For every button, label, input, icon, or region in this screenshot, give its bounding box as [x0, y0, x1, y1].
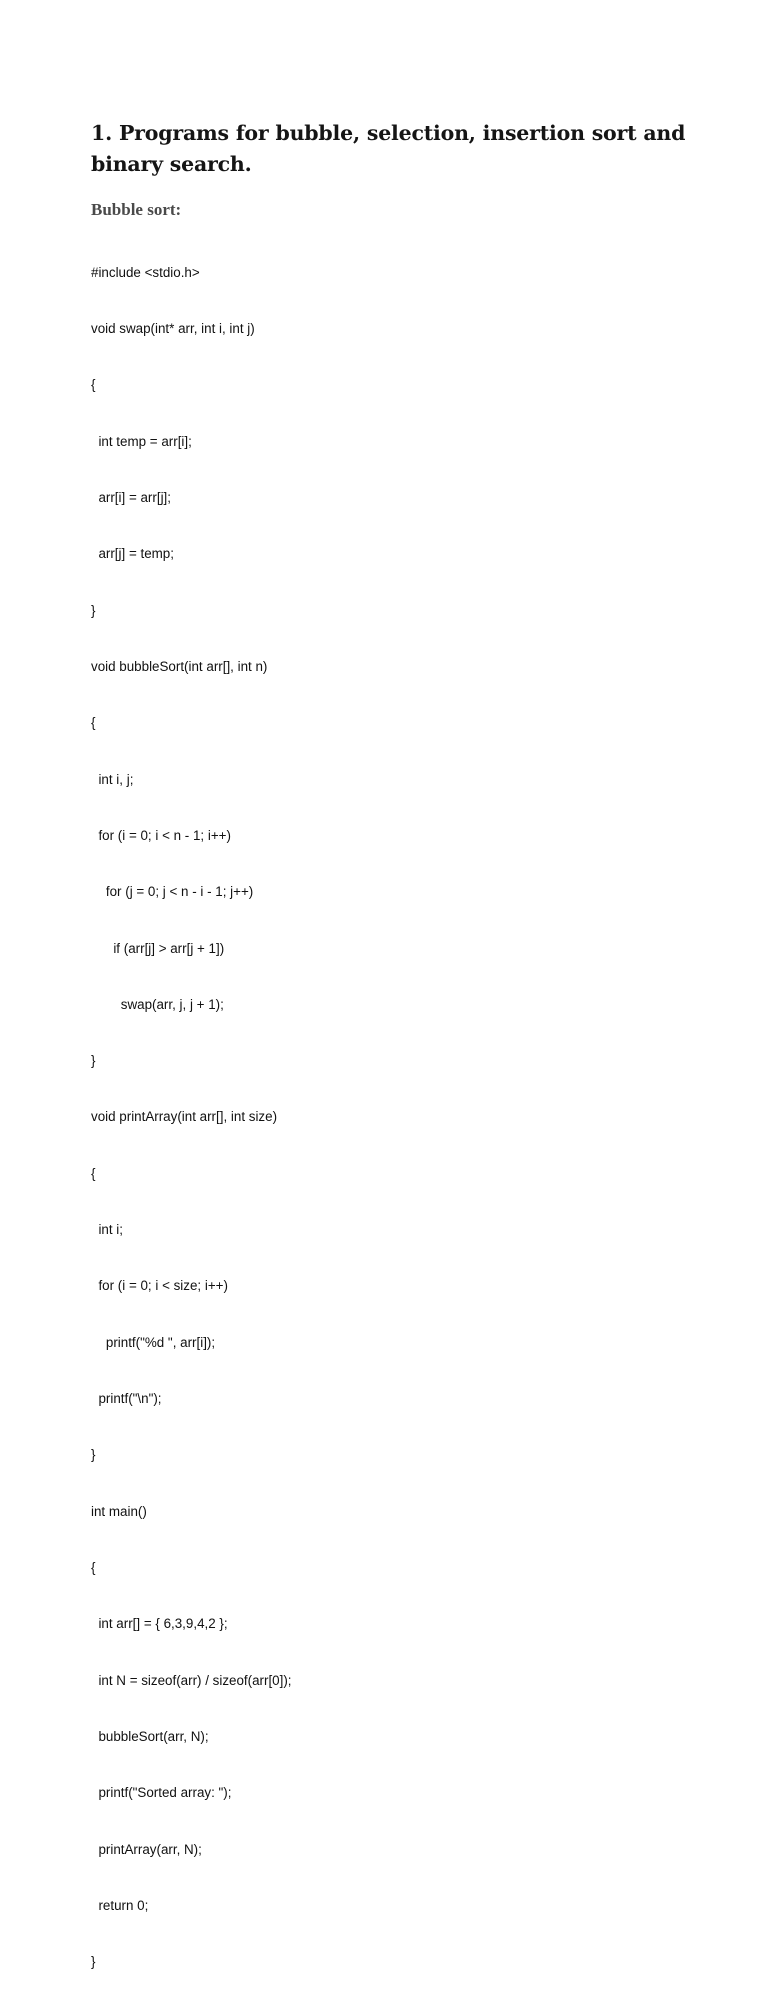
code-line: int arr[] = { 6,3,9,4,2 };: [91, 1616, 228, 1632]
code-line: bubbleSort(arr, N);: [91, 1729, 209, 1745]
code-line: int i, j;: [91, 771, 134, 787]
code-line: for (i = 0; i < n - 1; i++): [91, 827, 231, 843]
code-line: arr[j] = temp;: [91, 546, 174, 562]
code-line: {: [91, 1165, 96, 1181]
code-line: int temp = arr[i];: [91, 433, 192, 449]
code-line: }: [91, 1053, 96, 1069]
code-line: printf("\n");: [91, 1391, 162, 1407]
code-line: int main(): [91, 1503, 147, 1519]
code-line: printf("Sorted array: ");: [91, 1785, 232, 1801]
code-line: {: [91, 715, 96, 731]
subsection-heading: Bubble sort:: [91, 200, 182, 219]
code-line: int i;: [91, 1222, 123, 1238]
code-line: for (j = 0; j < n - i - 1; j++): [91, 884, 254, 900]
code-line: void swap(int* arr, int i, int j): [91, 320, 255, 336]
code-line: return 0;: [91, 1898, 149, 1914]
code-line: printf("%d ", arr[i]);: [91, 1334, 216, 1350]
code-line: void bubbleSort(int arr[], int n): [91, 658, 268, 674]
code-line: }: [91, 1954, 96, 1970]
code-line: #include <stdio.h>: [91, 264, 200, 280]
code-line: arr[i] = arr[j];: [91, 489, 171, 505]
code-line: {: [91, 1560, 96, 1576]
code-line: printArray(arr, N);: [91, 1841, 202, 1857]
code-line: int N = sizeof(arr) / sizeof(arr[0]);: [91, 1672, 292, 1688]
document-content: [91, 118, 691, 1970]
code-line: }: [91, 1447, 96, 1463]
code-line: swap(arr, j, j + 1);: [91, 996, 224, 1012]
code-line: if (arr[j] > arr[j + 1]): [91, 940, 225, 956]
code-line: }: [91, 602, 96, 618]
code-block: [91, 226, 292, 2010]
code-line: {: [91, 377, 96, 393]
code-line: for (i = 0; i < size; i++): [91, 1278, 228, 1294]
section-heading: 1. Programs for bubble, selection, insertion sort and binary search.: [91, 121, 686, 176]
code-line: void printArray(int arr[], int size): [91, 1109, 278, 1125]
